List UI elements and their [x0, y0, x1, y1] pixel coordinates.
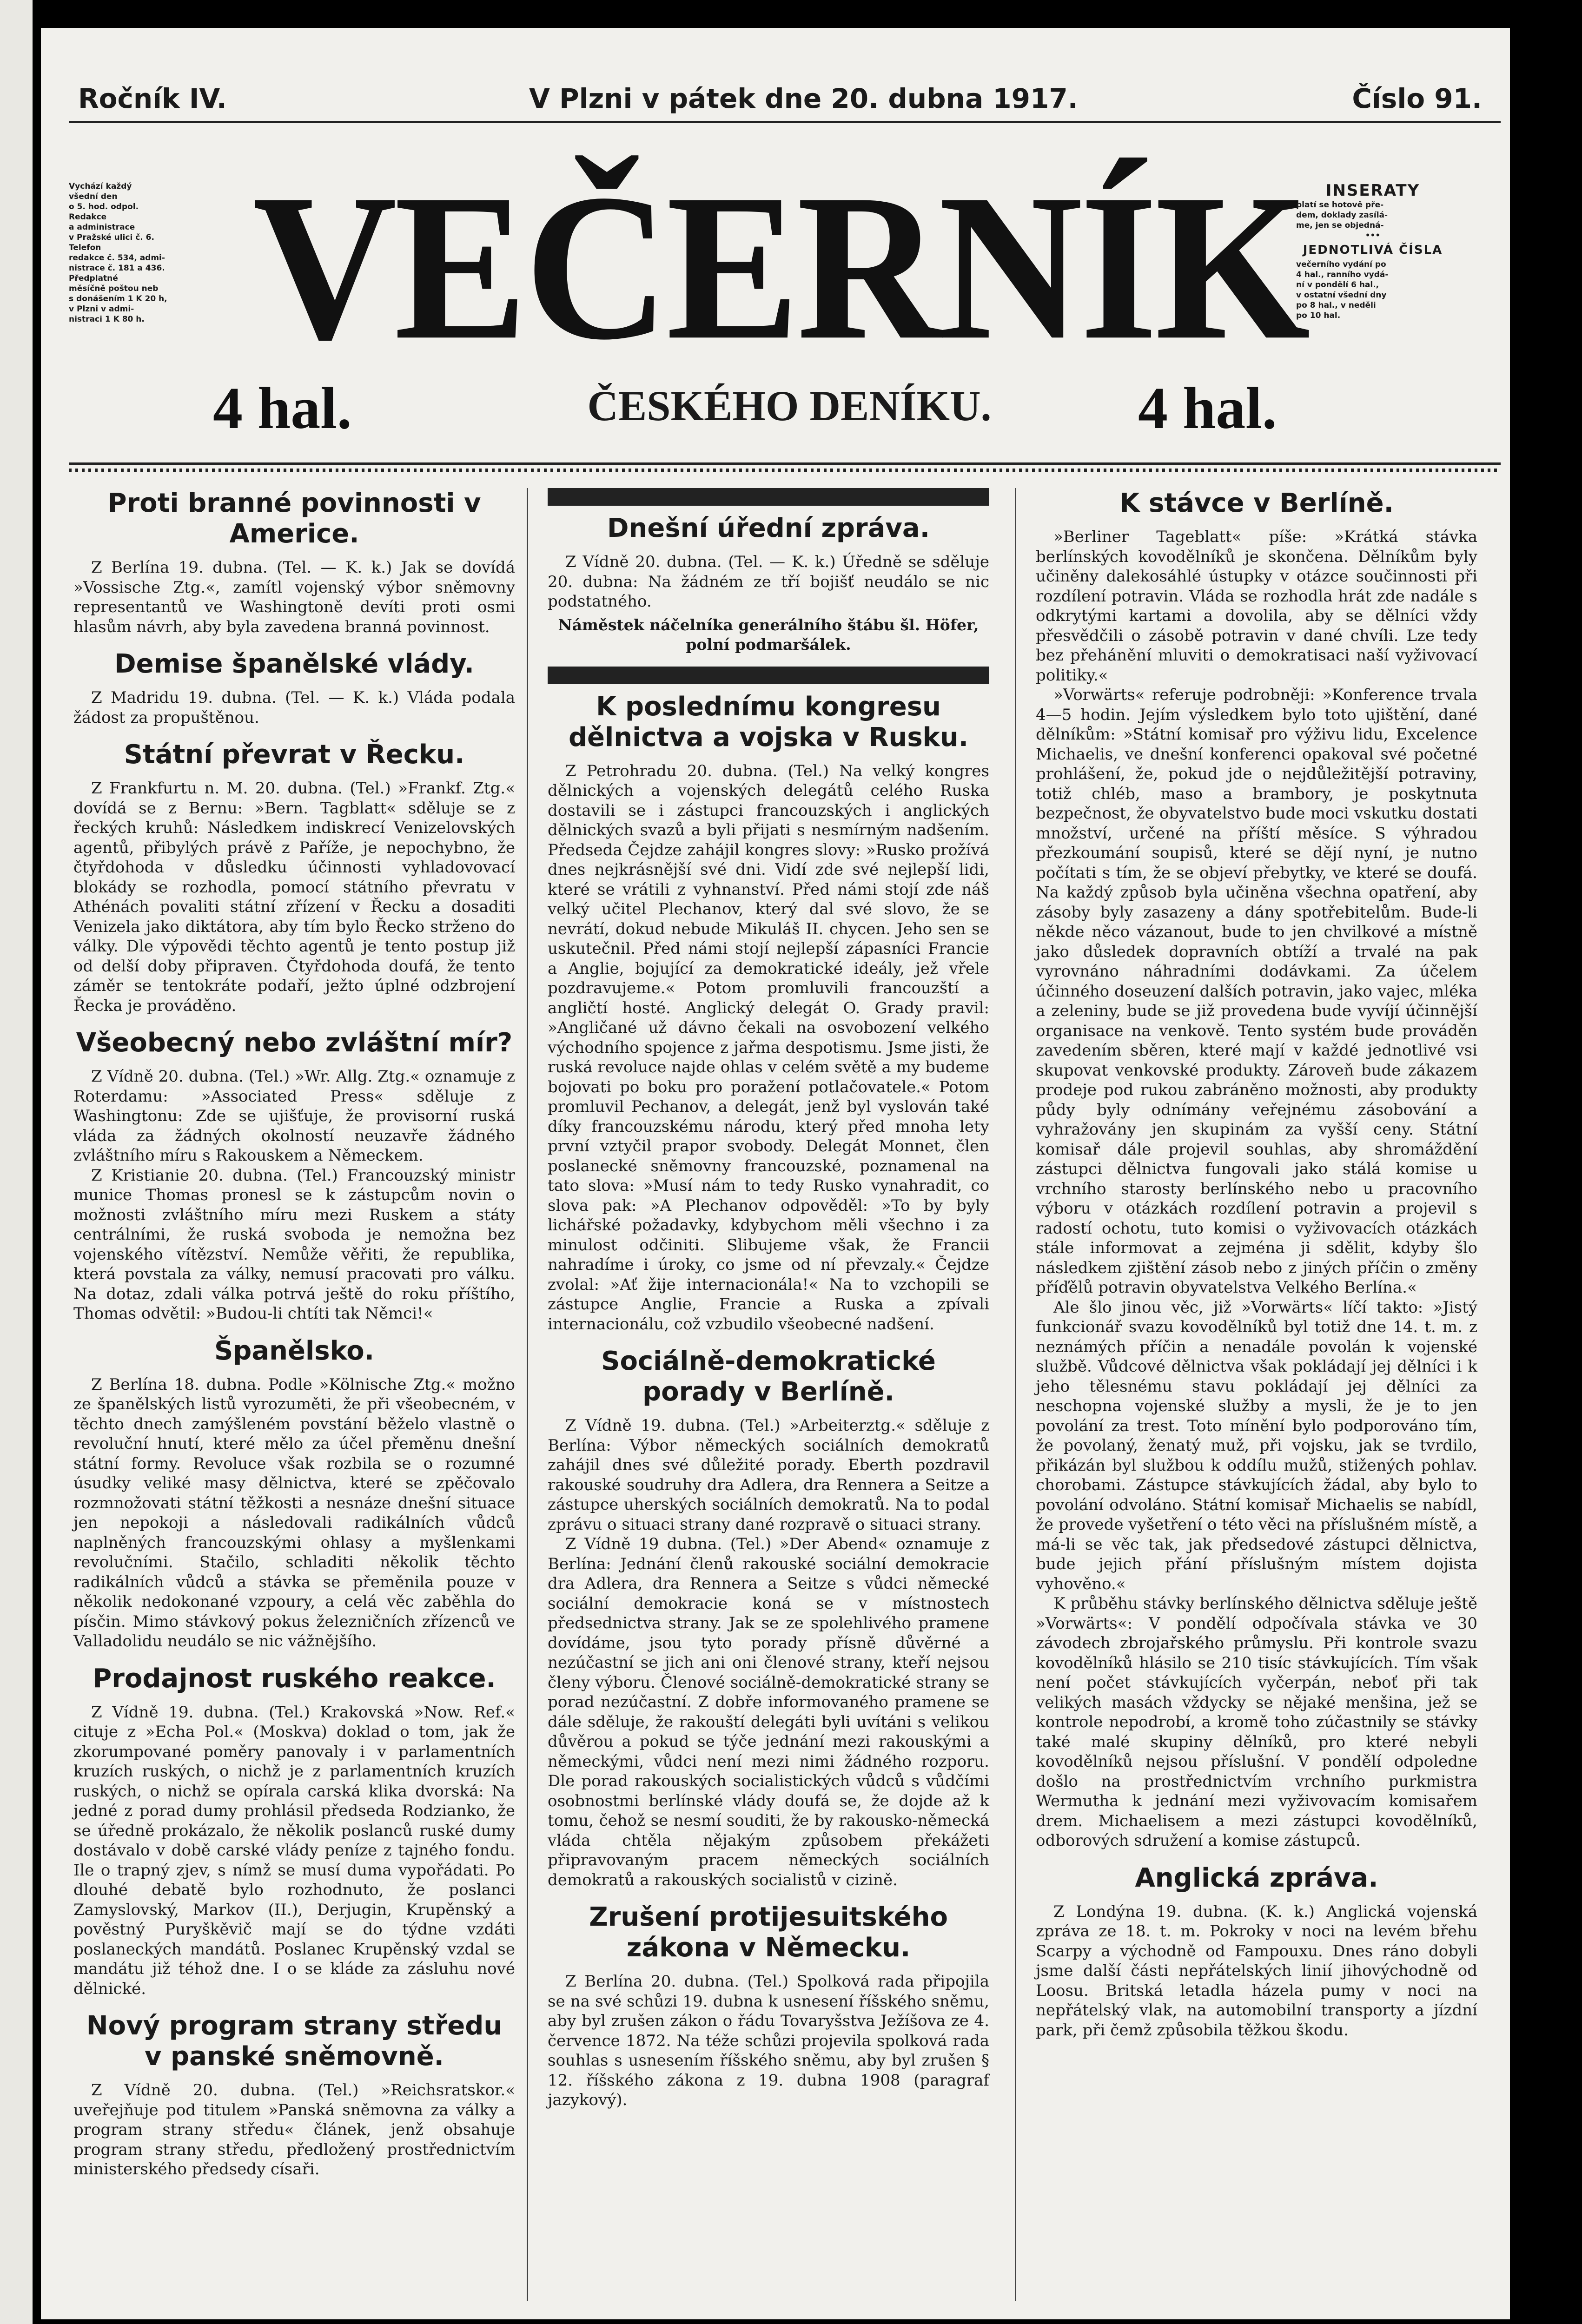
article-text: Z Vídně 19. dubna. (Tel.) »Arbeiterztg.« sděluje z Berlína: Výbor německých sociálních demokratů zahájil dnes své důležité porady. Eberth pozdravil rakouské soudruhy dra Adlera, dra Rennera a Seitze a zástupce uherských sociálních demokratů. Na to podal zprávu o situaci strany dané rozpravě o situaci strany.	[548, 1416, 989, 1534]
scan-left-margin	[0, 0, 33, 2324]
article-text: Z Vídně 20. dubna. (Tel. — K. k.) Úředně se sděluje 20. dubna: Na žádném ze tří bojišť neudálo se nic podstatného.	[548, 553, 989, 611]
signature: Náměstek náčelníka generálního štábu šl. Höfer, polní podmaršálek.	[558, 615, 979, 654]
article-jesuit-law	[548, 1902, 989, 2110]
headline: Všeobecný nebo zvláštní mír?	[76, 1028, 513, 1058]
column-2	[548, 488, 989, 2122]
article-text: Z Petrohradu 20. dubna. (Tel.) Na velký kongres dělnických a vojenských delegátů celého Ruska dostavili se i zástupci francouzských i anglických dělnických svazů a byli přijati s nesmírným nadšením. Předseda Čejdze zahájil kongres slovy: »Rusko prožívá dnes nejkrásnější své dni. Vidí zde své nejlepší lidi, které se vrátili z vyhnanství. Před námi stojí zde náš velký učitel Plechanov, který dal své slovo, že se nevrátí, dokud nebude Mikuláš II. chycen. Jeho sen se uskutečnil. Před námi stojí nejlepší zápasníci Francie a Anglie, bojující za demokratické ideály, jež vřele pozdravujeme.« Potom promluvili francouzští a angličtí hosté. Anglický delegát O. Grady pravil: »Angličané už dávno čekali na osvobození velkého východního spojence z jařma despotismu. Jsme jisti, že ruská revoluce najde ohlas v celém světě a my budeme bojovati po boku pro poražení potlačovatele.« Potom promluvil Pechanov, a delegát, jenž byl vyslován také díky francouzskému národu, který před mnoha lety první vztyčil prapor svobody. Delegát Monnet, člen poslanecké sněmovny francouzské, poznamenal na tato slova: »Musí nám to tedy Rusko vynahradit, co slova pak: »A Plechanov odpověděl: »To by byly lichářské požadavky, kdybychom měli všechno i za minulost odčiniti. Slibujeme však, že Francii nahradíme i úroky, co jsme od ní převzaly.« Čejdze zvolal: »Ať žije internacionála!« Na to vzchopili se zástupce Anglie, Francie a Ruska a zpívali internacionálu, což vzbudilo všeobecné nadšení.	[548, 761, 989, 1334]
black-bar	[548, 488, 989, 506]
column-divider-1	[527, 488, 528, 2301]
article-text: Z Vídně 20. dubna. (Tel.) »Reichsratskor.« uveřejňuje pod titulem »Panská sněmovna za války a program strany středu« článek, jenž obsahuje program strany středu, předložený prostřednictvím ministerského předsedy císaři.	[73, 2081, 515, 2179]
column-3	[1036, 488, 1477, 2052]
headline: Prodajnost ruského reakce.	[93, 1663, 496, 1694]
article-berlin-strike	[1036, 488, 1477, 1851]
article-text: Z Vídně 20. dubna. (Tel.) »Wr. Allg. Ztg.« oznamuje z Roterdamu: »Associated Press« sděluje z Washingtonu: Zde se ujišťuje, že provisorní ruská vláda za žádných okolností neuzavře žádného zvláštního míru s Rakouskem a Německem.	[73, 1067, 515, 1165]
article-text: »Vorwärts« referuje podrobněji: »Konference trvala 4—5 hodin. Jejím výsledkem bylo toto ujištění, dané dělníkům: »Státní komisař pro výživu lidu, Excelence Michaelis, ve dnešní konferenci opakoval své početné prohlášení, že, pokud jde o nejdůležitější potraviny, totiž chléb, maso a brambory, je poskytnuta bezpečnost, že obyvatelstvo bude moci vskutku dostati množství, určené na příští měsíce. S výhradou přezkoumání soupisů, které se dějí nyní, je nutno počítati s tím, že se objeví přebytky, ve které se doufá. Na každý způsob byla učiněna všechna opatření, aby zásoby byly zasazeny a dány spotřebitelům. Bude-li někde něco vázanout, bude to jen chvilkové a místně jako důsledek dopravních obtíží a trvalé na pak vyrovnáno náhradními dodávkami. Za účelem účinného doseuzení dalších potravin, jako vajec, mléka a zeleniny, bude se již provedena bude vyvíjí účinnější organisace na venkově. Tento systém bude prováděn zavedením sběren, které mají v každé jednotlivé vsi skupovat venkovské produkty. Zároveň bude zákazem prodeje pod rukou zabráněno možnosti, aby produkty půdy byly odnímány veřejnému zásobování a vyhražovány jen skupinám za vyšší ceny. Státní komisař dále projevil souhlas, aby shromáždění zástupci dělnictva fungovali jako stálá komise u vrchního starosty berlínského nebo u pracovního výboru v otázkách rozdílení potravin a projevil s radostí ochotu, tuto komisi o vyživovacích otázkách stále informovat a zejména ji sdělit, kdyby šlo následkem zjištění zásob nebo z jiných příčin o změny příďělů potravin obyvatelstva Velkého Berlína.«	[1036, 686, 1477, 1297]
price-right: 4 hal.	[1138, 375, 1277, 441]
article-general-peace	[73, 1028, 515, 1324]
headline: Proti branné povinnosti v Americe.	[107, 488, 481, 549]
newspaper-subtitle: ČESKÉHO DENÍKU.	[587, 382, 992, 429]
newspaper-page	[41, 28, 1510, 2319]
masthead-right-box: INSERATY platí se hotově pře- dem, doklady zasílá- me, jen se objedná- ••• JEDNOTLIVÁ ČÍSLA večerního vydání po 4 hal., ranního vydá- ní v pondělí 6 hal., v ostatní všední dny po 8 hal., v neděli po 10 hal.	[1296, 181, 1443, 320]
article-text: Z Londýna 19. dubna. (K. k.) Anglická vojenská zpráva ze 18. t. m. Pokroky v noci na levém břehu Scarpy a východně od Fampouxu. Dnes ráno dobyli jsme další části nepřátelských linií jihovýchodně od Loosu. Britská letadla házela pumy v noci na nepřátelský vlak, na automobilní transporty a jízdní park, při čemž způsobila těžkou škodu.	[1036, 1902, 1477, 2040]
black-bar	[548, 667, 989, 684]
masthead-rule-bottom	[69, 462, 1501, 465]
article-text: Z Kristianie 20. dubna. (Tel.) Francouzský ministr munice Thomas pronesl se k zástupcům novin o možnosti zvláštního míru mezi Ruskem a státy centrálními, že ruská svoboda je nemožna bez vojenského vítězství. Nemůže věřiti, že republika, která povstala za války, nemusí pracovati pro válku. Na dotaz, zdali válka potrvá ještě do roku příštího, Thomas odvětil: »Budou-li chtíti tak Němci!«	[73, 1166, 515, 1323]
volume-label: Ročník IV.	[78, 83, 227, 114]
article-social-democratic	[548, 1346, 989, 1890]
article-text: Ale šlo jinou věc, již »Vorwärts« líčí takto: »Jistý funkcionář svazu kovodělníků byl totiž dne 14. t. m. z neznámých příčin a nenadále povolán k vojenské službě. Vůdcové dělnictva však pokládají jej dělníci i k jeho tělesnému stavu pokládají jej dělníci za neschopna vojenské služby a mysli, že je to jen povolání za trest. Toto mínění bylo podporováno tím, že povolaný, ženatý muž, při vojsku, jak se tvrdilo, přikázán byl službou k oddílu mužů, stižených pohlav. chorobami. Zástupce stávkujících žádal, aby bylo to povolání odvoláno. Státní komisař Michaelis se nabídl, že provede vyšetření o této věci na příslušném místě, a má-li se věc tak, jak předsedové zástupci dělnictva, bude jejich přání příslušným místem dojista vyhověno.«	[1036, 1298, 1477, 1593]
article-russian-congress	[548, 692, 989, 1334]
headline: Státní převrat v Řecku.	[124, 739, 465, 770]
masthead-rule-top	[69, 121, 1501, 123]
headline: Zrušení protijesuitského zákona v Německu.	[589, 1902, 948, 1963]
article-greece-coup	[73, 739, 515, 1016]
price-left: 4 hal.	[213, 375, 352, 441]
headline: Sociálně-demokratické porady v Berlíně.	[601, 1346, 936, 1407]
article-text: Z Berlína 20. dubna. (Tel.) Spolková rada připojila se na své schůzi 19. dubna k usnesení říšského sněmu, aby byl zrušen zákon o řádu Tovaryšstva Ježíšova ze 4. července 1872. Na téže schůzi projevila spolková rada souhlas s usnesením říšského sněmu, aby byl zrušen § 12. říšského zákona z 19. dubna 1908 (paragraf jazykový).	[548, 1972, 989, 2109]
headline: K poslednímu kongresu dělnictva a vojska v Rusku.	[568, 691, 969, 753]
masthead-left-box: Vychází každý všední den o 5. hod. odpol. Redakce a administrace v Pražské ulici č. 6. Telefon redakce č. 534, admi- nistrace č. 181 a 436. Předplatné měsíčně poštou neb s donášením 1 K 20 h, v Plzni v admi- nistraci 1 K 80 h.	[69, 182, 167, 324]
article-text: Z Frankfurtu n. M. 20. dubna. (Tel.) »Frankf. Ztg.« dovídá se z Bernu: »Bern. Tagblatt« sděluje se z řeckých kruhů: Následkem indiskrecí Venizelovských agentů, přibylých právě z Paříže, je nepochybno, že čtyřdohoda v důsledku účinnosti vyhladovovací blokády se rozhodla, pomocí státního převratu v Athénách povaliti státní zřízení v Řecku a dosaditi Venizela jako diktátora, aby tím bylo Řecko strženo do války. Dle výpovědi těchto agentů je tento postup již od delší doby připraven. Čtyřdohoda doufá, že tento záměr se tentokráte podaří, ježto úplné odzbrojení Řecka je prováděno.	[73, 779, 515, 1015]
article-compulsory-service	[73, 488, 515, 637]
article-text: Z Berlína 18. dubna. Podle »Kölnische Ztg.« možno ze španělských listů vyrozuměti, že při všeobecném, v těchto dnech zamýšleném povstání běželo vlastně o revoluční hnutí, které mělo za účel přeměnu dnešní státní formy. Revoluce však rozbila se o rozumné úsudky veliké masy dělnictva, které se zpěčovalo rozmnožovati státní těžkosti a nesnáze dnešní situace jen nepokoji a následovali radikálních vůdců naplněných francouzskými ohlasy a myšlenkami revolučními. Stačilo, schladiti několik těchto radikálních vůdců a stávka se přeměnila pouze v několik nedokonané vzpoury, a celá věc zaběhla do písčin. Mimo stávkový pokus železničních zřízenců ve Valladolidu neudálo se nic vážnějšího.	[73, 1375, 515, 1651]
dateline: V Plzni v pátek dne 20. dubna 1917.	[529, 83, 1078, 114]
article-official-report	[548, 513, 989, 654]
headline: Španělsko.	[214, 1335, 375, 1366]
article-text: Z Madridu 19. dubna. (Tel. — K. k.) Vláda podala žádost za propuštěnou.	[73, 688, 515, 727]
column-1	[73, 488, 515, 2192]
article-text: K průběhu stávky berlínského dělnictva sděluje ještě »Vorwärts«: V pondělí odpočívala stávka ve 30 závodech zbrojařského průmyslu. Při kontrole svazu kovodělníků hlásilo se 210 tisíc stávkujících. Tím však není počet stávkujících vyčerpán, neboť při tak velikých masách vždycky se nějaké menšina, jež se kontrole nepodrobí, a kromě toho zúčastnily se stávky také malé skupiny dělníků, pro které nebyli kovodělníků nejsou příslušní. V pondělí odpoledne došlo na prostřednictvím vrchního purkmistra Wermutha k jednání mezi vyživovacím komisařem drem. Michaelisem a mezi zástupci kovodělníků, odborových sdružení a komise zástupců.	[1036, 1594, 1477, 1850]
article-text: Z Vídně 19. dubna. (Tel.) Krakovská »Now. Ref.« cituje z »Echa Pol.« (Moskva) doklad o tom, jak že zkorumpované poměry panovaly i v parlamentních kruzích ruských, o nichž je z parlamentních kruzích ruských, o nichž se opírala carská klika dvorská: Na jedné z porad dumy prohlásil předseda Rodzianko, že se úředně prokázalo, že několik poslanců ruské dumy dostávalo v době carské vlády peníze z tajného fondu. Ile o trapný zjev, s nímž se musí duma vypořádati. Po dlouhé debatě bylo rozhodnuto, že poslanci Zamyslovský, Markov (II.), Derjugin, Krupěnský a pověstný Puryškěvič mají se do týdne vzdáti poslaneckých mandátů. Poslanec Krupěnský vzdal se mandátu již téhož dne. I o se kláde za zásluhu nové dělnické.	[73, 1703, 515, 1998]
issue-number: Číslo 91.	[1352, 83, 1482, 114]
article-text: Z Vídně 19 dubna. (Tel.) »Der Abend« oznamuje z Berlína: Jednání členů rakouské sociální demokracie dra Adlera, dra Rennera a Seitze s vůdci německé sociální demokracie koná se v místnostech předsednictva strany. Jak se ze spolehlivého pramene dovídáme, jsou tyto porady přísně důvěrné a nezúčastní se jich ani oni členové strany, kteří nejsou členy výboru. Členové sociálně-demokratické strany se porad nezúčastní. Z dobře informovaného pramene se dále sděluje, že rakouští delegáti byli uvítáni s velikou důvěrou a pokud se týče jednání mezi rakouskými a německými, vůdci není mezi nimi žádného rozporu. Dle porad rakouských socialistických vůdců s vůdčími osobnostmi berlínské vlády doufá se, že dojde až k tomu, čehož se nesmí souditi, že by rakousko-německá vláda chtěla nějakým způsobem překážeti připravovaným pracem německých sociálních demokratů a rakouských socialistů v cizině.	[548, 1535, 989, 1889]
article-new-program	[73, 2011, 515, 2179]
newspaper-title: VEČERNÍK	[252, 151, 1308, 383]
article-russian-reaction	[73, 1664, 515, 1999]
article-text: Z Berlína 19. dubna. (Tel. — K. k.) Jak se dovídá »Vossische Ztg.«, zamítl vojenský výbor sněmovny representantů ve Washingtoně devíti proti osmi hlasům návrh, aby byla zavedena branná povinnost.	[73, 558, 515, 636]
article-english-report	[1036, 1863, 1477, 2040]
headline: Nový program strany středu v panské sněmovně.	[86, 2011, 503, 2072]
masthead-dotted-rule	[69, 469, 1501, 472]
headline: Demise španělské vlády.	[114, 649, 474, 679]
article-spain	[73, 1336, 515, 1651]
headline: K stávce v Berlíně.	[1119, 488, 1394, 518]
column-divider-2	[1015, 488, 1016, 2301]
headline: Dnešní úřední zpráva.	[607, 513, 930, 543]
article-text: »Berliner Tageblatt« píše: »Krátká stávka berlínských kovodělníků je skončena. Dělníkům byly učiněny dalekosáhlé ústupky v otázce součinnosti při rozdílení potravin. Vláda se rozhodla hrát zde nadále s odkrytými kartami a dovolila, aby se dělníci vždy přesvědčili o zásobě potravin v dané chvíli. Lze tedy bez přehánění mluviti o demokratisaci naší vyživovací politiky.«	[1036, 528, 1477, 685]
article-spanish-government	[73, 649, 515, 727]
headline: Anglická zpráva.	[1135, 1862, 1378, 1893]
